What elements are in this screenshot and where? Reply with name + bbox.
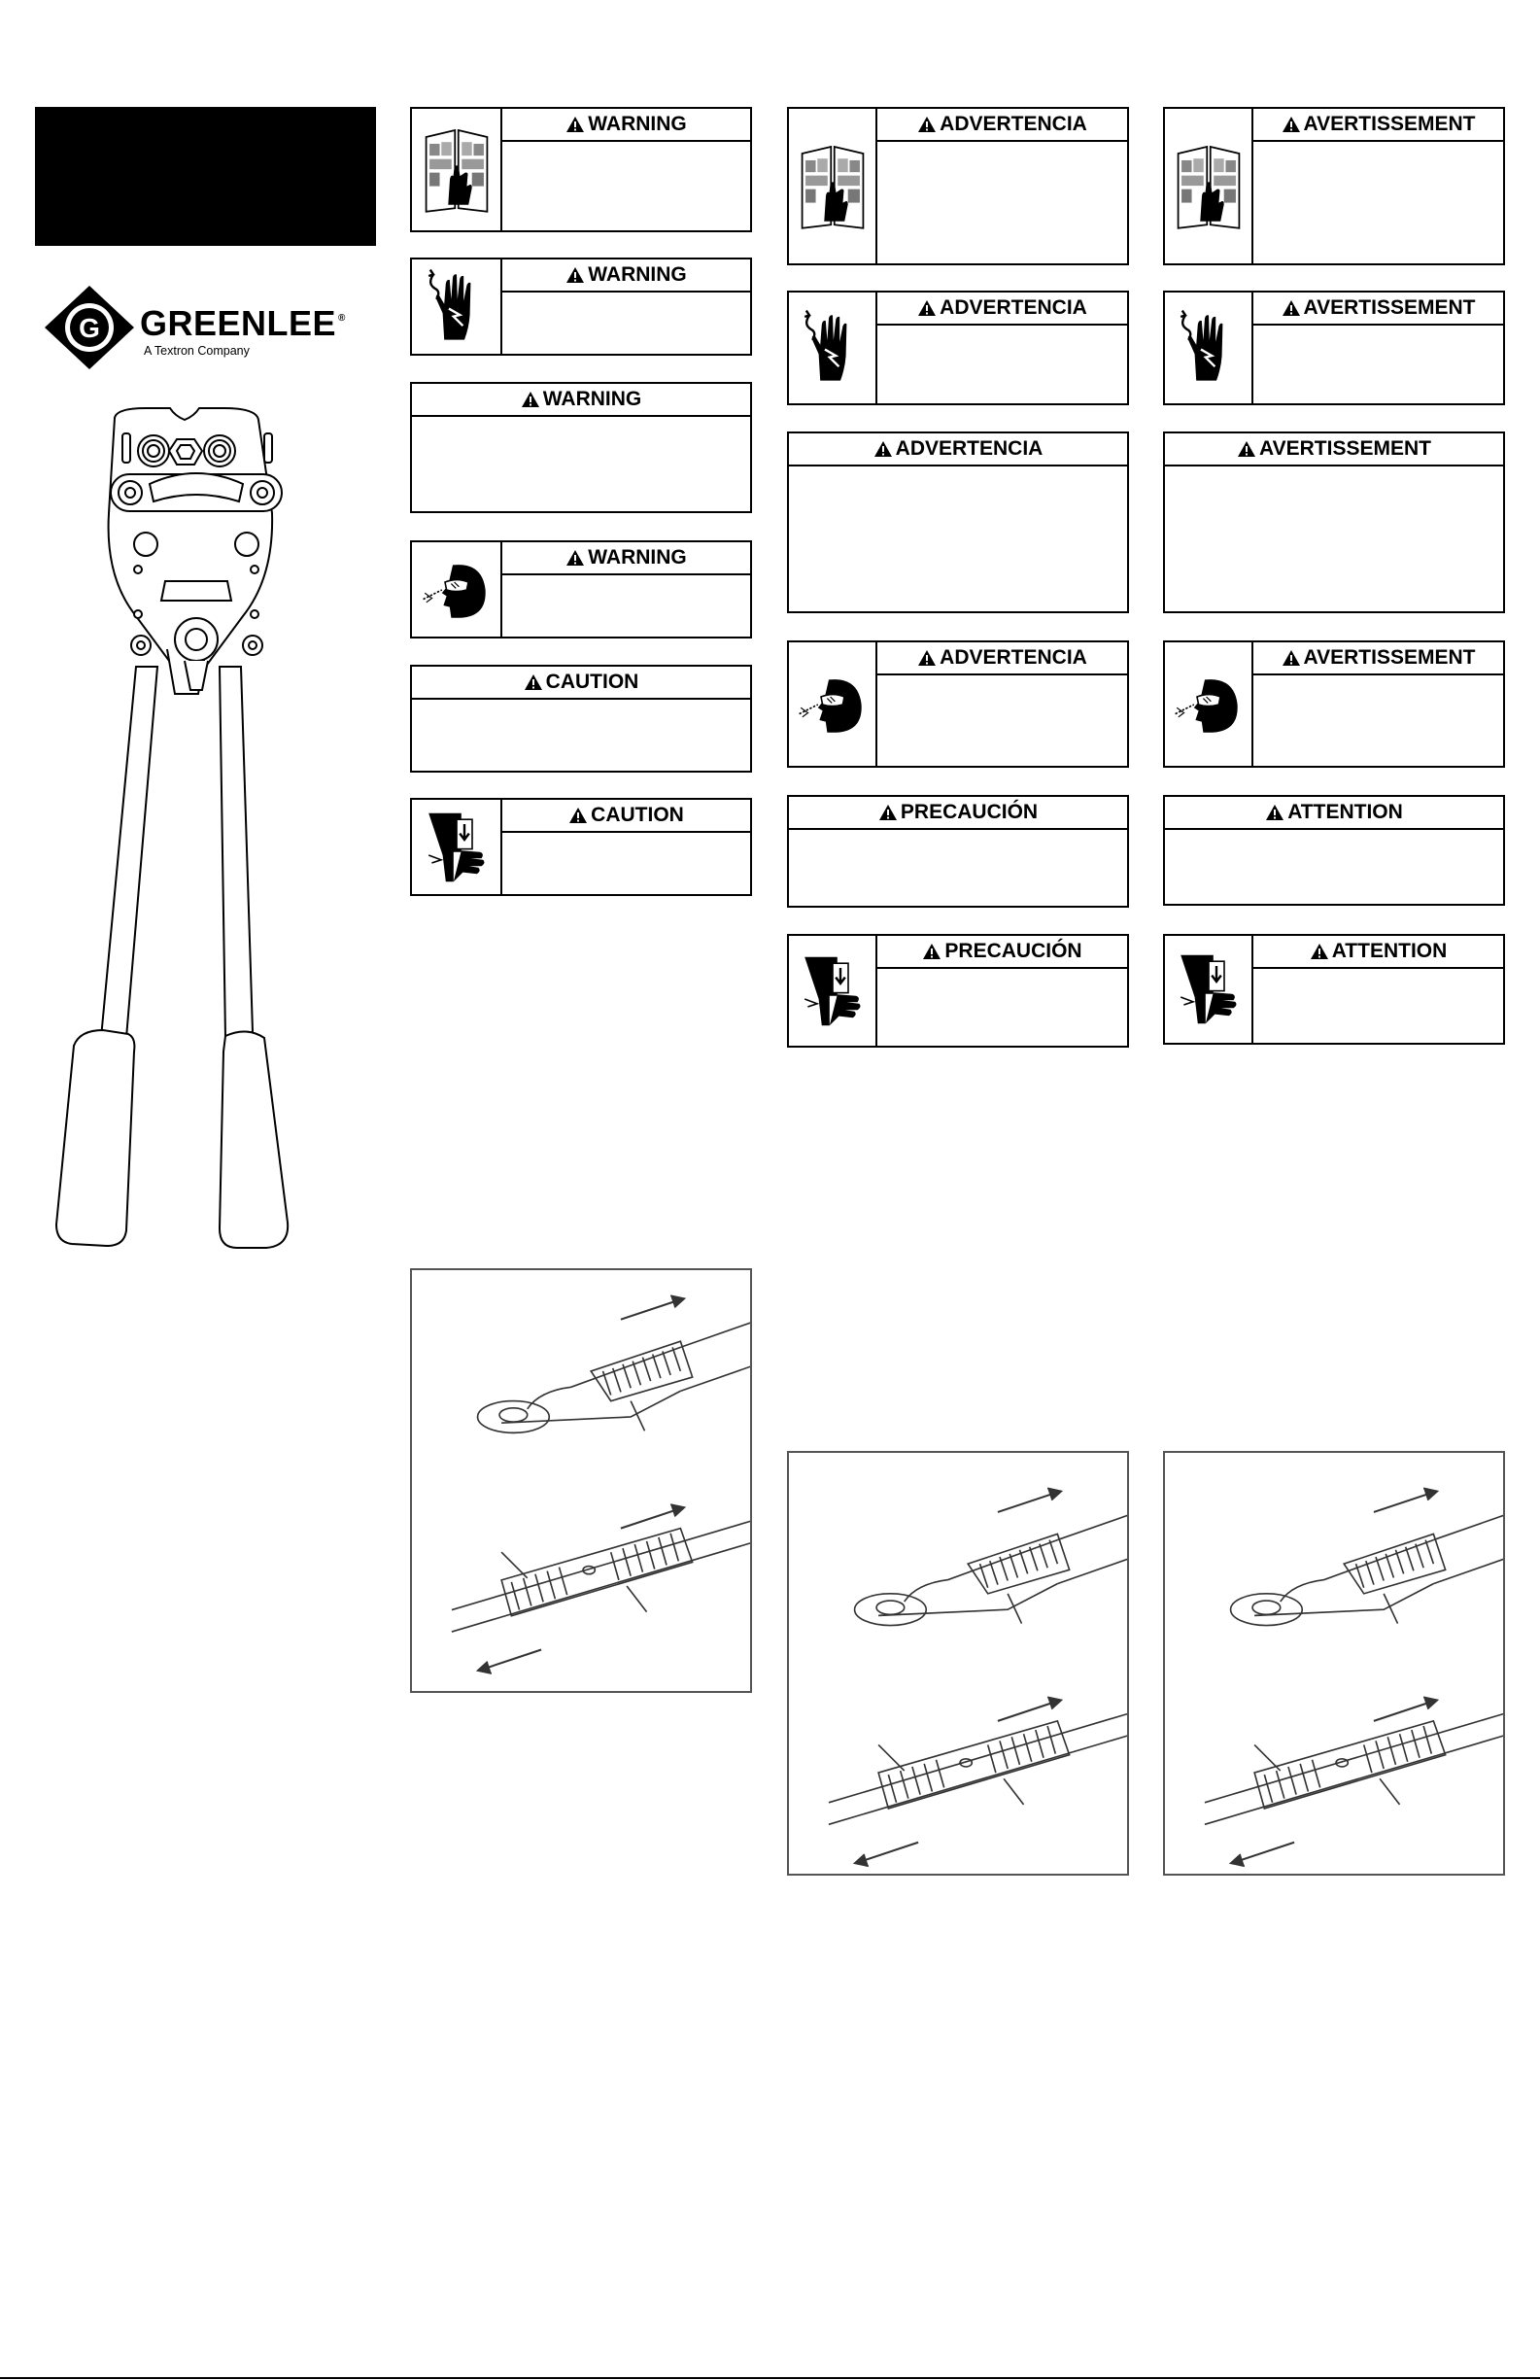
caution-pinch-box	[410, 798, 752, 896]
precaucion-heading	[789, 797, 1127, 830]
precaucion-label: PRECAUCIÓN	[944, 940, 1082, 962]
eye-protection-icon	[412, 542, 502, 637]
eye-protection-icon	[1165, 642, 1253, 766]
read-manual-icon	[412, 109, 502, 230]
warning-heading	[412, 384, 750, 417]
precaucion-pinch-box	[787, 934, 1129, 1048]
registered-mark: ®	[338, 313, 346, 324]
warning-label: WARNING	[588, 263, 687, 286]
brand-name	[140, 303, 346, 344]
electric-shock-hand-icon	[1165, 293, 1253, 403]
brand-tagline: A Textron Company	[144, 344, 250, 358]
warning-triangle-icon	[565, 549, 585, 567]
cover-black-block	[35, 107, 376, 246]
advertencia-heading	[877, 293, 1127, 326]
advertencia-eye-protection-box	[787, 640, 1129, 768]
avertissement-heading	[1253, 642, 1503, 675]
warning-text-box	[410, 382, 752, 513]
advertencia-label: ADVERTENCIA	[940, 296, 1087, 319]
electric-shock-hand-icon	[412, 259, 502, 354]
warning-triangle-icon	[1237, 440, 1256, 458]
read-manual-icon	[789, 109, 877, 263]
pinch-point-hand-icon	[789, 936, 877, 1046]
pinch-point-hand-icon	[412, 800, 502, 894]
avertissement-shock-box	[1163, 291, 1505, 405]
advertencia-label: ADVERTENCIA	[940, 113, 1087, 135]
warning-triangle-icon	[1265, 804, 1284, 821]
warning-triangle-icon	[565, 266, 585, 284]
warning-triangle-icon	[1282, 299, 1301, 317]
caution-text-box	[410, 665, 752, 773]
advertencia-label: ADVERTENCIA	[895, 437, 1044, 460]
avertissement-heading	[1165, 433, 1503, 466]
warning-triangle-icon	[1310, 943, 1329, 960]
avertissement-heading	[1253, 293, 1503, 326]
warning-triangle-icon	[917, 299, 937, 317]
lug-splice-drawing	[412, 1270, 750, 1691]
logo-letter: G	[79, 313, 100, 343]
attention-label: ATTENTION	[1331, 940, 1448, 962]
attention-text-box	[1163, 795, 1505, 906]
avertissement-label: AVERTISSEMENT	[1259, 437, 1431, 460]
warning-triangle-icon	[917, 649, 937, 667]
warning-heading	[502, 109, 750, 142]
attention-heading	[1165, 797, 1503, 830]
caution-heading	[502, 800, 750, 833]
avertissement-heading	[1253, 109, 1503, 142]
precaucion-heading	[877, 936, 1127, 969]
warning-triangle-icon	[1282, 116, 1301, 133]
advertencia-label: ADVERTENCIA	[940, 646, 1087, 669]
warning-shock-box	[410, 258, 752, 356]
advertencia-shock-box	[787, 291, 1129, 405]
warning-label: WARNING	[588, 113, 687, 135]
avertissement-label: AVERTISSEMENT	[1303, 113, 1476, 135]
brand-name-text: GREENLEE	[140, 303, 337, 343]
pinch-point-hand-icon	[1165, 936, 1253, 1043]
brand-logo	[43, 284, 363, 371]
warning-heading	[502, 259, 750, 293]
lug-splice-drawing	[789, 1453, 1127, 1874]
warning-triangle-icon	[524, 673, 543, 691]
caution-label: CAUTION	[591, 804, 684, 826]
lug-and-splice-figure-es	[787, 1451, 1129, 1876]
warning-label: WARNING	[588, 546, 687, 569]
warning-triangle-icon	[565, 116, 585, 133]
warning-triangle-icon	[568, 807, 588, 824]
attention-label: ATTENTION	[1287, 801, 1403, 823]
warning-triangle-icon	[917, 116, 937, 133]
lug-and-splice-figure-fr	[1163, 1451, 1505, 1876]
bottom-rule	[0, 2377, 1540, 2379]
warning-read-manual-box	[410, 107, 752, 232]
advertencia-heading	[877, 109, 1127, 142]
avertissement-eye-protection-box	[1163, 640, 1505, 768]
precaucion-text-box	[787, 795, 1129, 908]
crimping-tool-illustration	[49, 406, 369, 1252]
warning-label: WARNING	[542, 388, 642, 410]
advertencia-heading	[877, 642, 1127, 675]
avertissement-label: AVERTISSEMENT	[1303, 296, 1476, 319]
warning-heading	[502, 542, 750, 575]
greenlee-diamond-icon	[43, 284, 136, 371]
electric-shock-hand-icon	[789, 293, 877, 403]
warning-triangle-icon	[521, 391, 540, 408]
advertencia-heading	[789, 433, 1127, 466]
lug-and-splice-figure-en	[410, 1268, 752, 1693]
precaucion-label: PRECAUCIÓN	[900, 801, 1039, 823]
warning-triangle-icon	[1282, 649, 1301, 667]
avertissement-label: AVERTISSEMENT	[1303, 646, 1476, 669]
attention-pinch-box	[1163, 934, 1505, 1045]
warning-triangle-icon	[873, 440, 893, 458]
warning-eye-protection-box	[410, 540, 752, 638]
caution-label: CAUTION	[545, 671, 639, 693]
lug-splice-drawing	[1165, 1453, 1503, 1874]
advertencia-read-manual-box	[787, 107, 1129, 265]
avertissement-text-box	[1163, 431, 1505, 613]
caution-heading	[412, 667, 750, 700]
warning-triangle-icon	[922, 943, 941, 960]
eye-protection-icon	[789, 642, 877, 766]
avertissement-read-manual-box	[1163, 107, 1505, 265]
attention-heading	[1253, 936, 1503, 969]
read-manual-icon	[1165, 109, 1253, 263]
warning-triangle-icon	[878, 804, 898, 821]
advertencia-text-box	[787, 431, 1129, 613]
